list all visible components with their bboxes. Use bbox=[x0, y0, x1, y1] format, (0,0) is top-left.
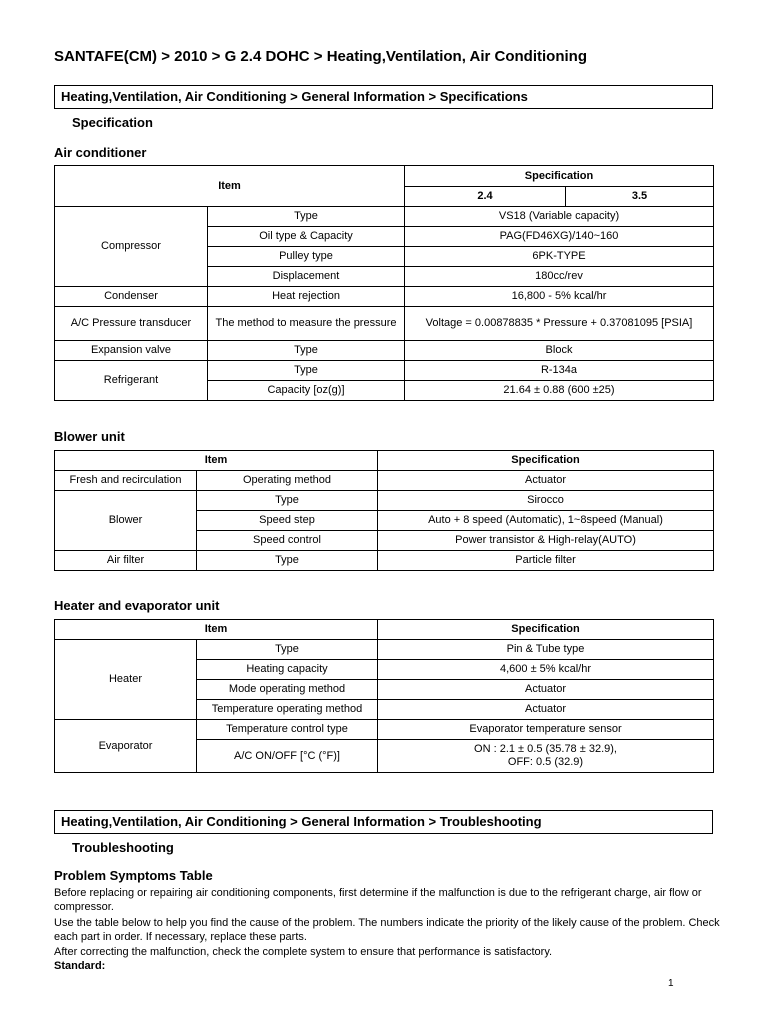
heater-evaporator-heading: Heater and evaporator unit bbox=[54, 598, 220, 613]
cell: Actuator bbox=[378, 471, 714, 491]
cell: Actuator bbox=[378, 700, 714, 720]
item-header: Item bbox=[55, 620, 378, 640]
standard-label: Standard: bbox=[54, 960, 106, 972]
cell: Power transistor & High-relay(AUTO) bbox=[378, 531, 714, 551]
cell: R-134a bbox=[405, 361, 714, 381]
compressor-label: Compressor bbox=[55, 207, 208, 287]
cell: The method to measure the pressure bbox=[208, 307, 405, 341]
cell: 6PK-TYPE bbox=[405, 247, 714, 267]
cell: Sirocco bbox=[378, 491, 714, 511]
blower-label: Blower bbox=[55, 491, 197, 551]
page-number: 1 bbox=[668, 978, 674, 989]
item-header: Item bbox=[55, 166, 405, 207]
cell: Pulley type bbox=[208, 247, 405, 267]
table-row bbox=[55, 207, 714, 227]
air-conditioner-heading: Air conditioner bbox=[54, 145, 147, 160]
problem-paragraph-2: Use the table below to help you find the cause of the problem. The numbers indicate the priority of the likely cause of the problem. Check each part in order. If necessary, replace these parts. bbox=[54, 917, 720, 943]
evaporator-on-value: ON : 2.1 ± 0.5 (35.78 ± 32.9), bbox=[474, 743, 617, 755]
cell: Particle filter bbox=[378, 551, 714, 571]
cell: 21.64 ± 0.88 (600 ±25) bbox=[405, 381, 714, 401]
spec-3-5-header: 3.5 bbox=[566, 187, 714, 207]
cell: 16,800 - 5% kcal/hr bbox=[405, 287, 714, 307]
table-row bbox=[55, 640, 714, 660]
cell: Heating capacity bbox=[197, 660, 378, 680]
cell: Displacement bbox=[208, 267, 405, 287]
cell bbox=[378, 740, 714, 773]
breadcrumb-specifications: Heating,Ventilation, Air Conditioning > General Information > Specifications bbox=[54, 85, 713, 109]
cell: Temperature operating method bbox=[197, 700, 378, 720]
cell: Capacity [oz(g)] bbox=[208, 381, 405, 401]
cell: 180cc/rev bbox=[405, 267, 714, 287]
table-row bbox=[55, 307, 714, 341]
table-row bbox=[55, 620, 714, 640]
cell: Block bbox=[405, 341, 714, 361]
problem-paragraph-1: Before replacing or repairing air conditioning components, first determine if the malfunction is due to the refrigerant charge, air flow or compressor. bbox=[54, 887, 702, 913]
table-row bbox=[55, 341, 714, 361]
specification-header: Specification bbox=[378, 620, 714, 640]
table-row bbox=[55, 166, 714, 187]
heater-label: Heater bbox=[55, 640, 197, 720]
cell: PAG(FD46XG)/140~160 bbox=[405, 227, 714, 247]
blower-unit-heading: Blower unit bbox=[54, 429, 125, 444]
refrigerant-label: Refrigerant bbox=[55, 361, 208, 401]
cell: A/C ON/OFF [°C (°F)] bbox=[197, 740, 378, 773]
table-row bbox=[55, 720, 714, 740]
cell: Type bbox=[208, 361, 405, 381]
cell: Speed step bbox=[197, 511, 378, 531]
item-header: Item bbox=[55, 451, 378, 471]
air-conditioner-table bbox=[54, 165, 714, 401]
cell: Type bbox=[208, 207, 405, 227]
cell: Type bbox=[208, 341, 405, 361]
cell: Type bbox=[197, 551, 378, 571]
table-row bbox=[55, 287, 714, 307]
cell: Pin & Tube type bbox=[378, 640, 714, 660]
blower-unit-table bbox=[54, 450, 714, 571]
cell: VS18 (Variable capacity) bbox=[405, 207, 714, 227]
air-filter-label: Air filter bbox=[55, 551, 197, 571]
cell: Type bbox=[197, 640, 378, 660]
page-title: SANTAFE(CM) > 2010 > G 2.4 DOHC > Heating,Ventilation, Air Conditioning bbox=[54, 48, 587, 65]
cell: Temperature control type bbox=[197, 720, 378, 740]
specification-header: Specification bbox=[405, 166, 714, 187]
evaporator-label: Evaporator bbox=[55, 720, 197, 773]
cell: Auto + 8 speed (Automatic), 1~8speed (Manual) bbox=[378, 511, 714, 531]
evaporator-off-value: OFF: 0.5 (32.9) bbox=[507, 756, 584, 768]
cell: Type bbox=[197, 491, 378, 511]
cell: Oil type & Capacity bbox=[208, 227, 405, 247]
table-row bbox=[55, 491, 714, 511]
fresh-recirculation-label: Fresh and recirculation bbox=[55, 471, 197, 491]
specification-header: Specification bbox=[378, 451, 714, 471]
problem-symptoms-heading: Problem Symptoms Table bbox=[54, 868, 213, 883]
cell: Actuator bbox=[378, 680, 714, 700]
troubleshooting-heading: Troubleshooting bbox=[72, 840, 174, 855]
problem-paragraph-3: After correcting the malfunction, check the complete system to ensure that performance is satisfactory. bbox=[54, 946, 553, 958]
cell: Heat rejection bbox=[208, 287, 405, 307]
cell: 4,600 ± 5% kcal/hr bbox=[378, 660, 714, 680]
table-row bbox=[55, 551, 714, 571]
expansion-valve-label: Expansion valve bbox=[55, 341, 208, 361]
heater-evaporator-table bbox=[54, 619, 714, 773]
table-row bbox=[55, 361, 714, 381]
condenser-label: Condenser bbox=[55, 287, 208, 307]
table-row bbox=[55, 451, 714, 471]
transducer-label: A/C Pressure transducer bbox=[55, 307, 208, 341]
cell: Speed control bbox=[197, 531, 378, 551]
cell: Mode operating method bbox=[197, 680, 378, 700]
cell: Evaporator temperature sensor bbox=[378, 720, 714, 740]
cell: Voltage = 0.00878835 * Pressure + 0.37081095 [PSIA] bbox=[405, 307, 714, 341]
breadcrumb-troubleshooting: Heating,Ventilation, Air Conditioning > General Information > Troubleshooting bbox=[54, 810, 713, 834]
spec-2-4-header: 2.4 bbox=[405, 187, 566, 207]
cell: Operating method bbox=[197, 471, 378, 491]
specification-heading: Specification bbox=[72, 115, 153, 130]
table-row bbox=[55, 471, 714, 491]
